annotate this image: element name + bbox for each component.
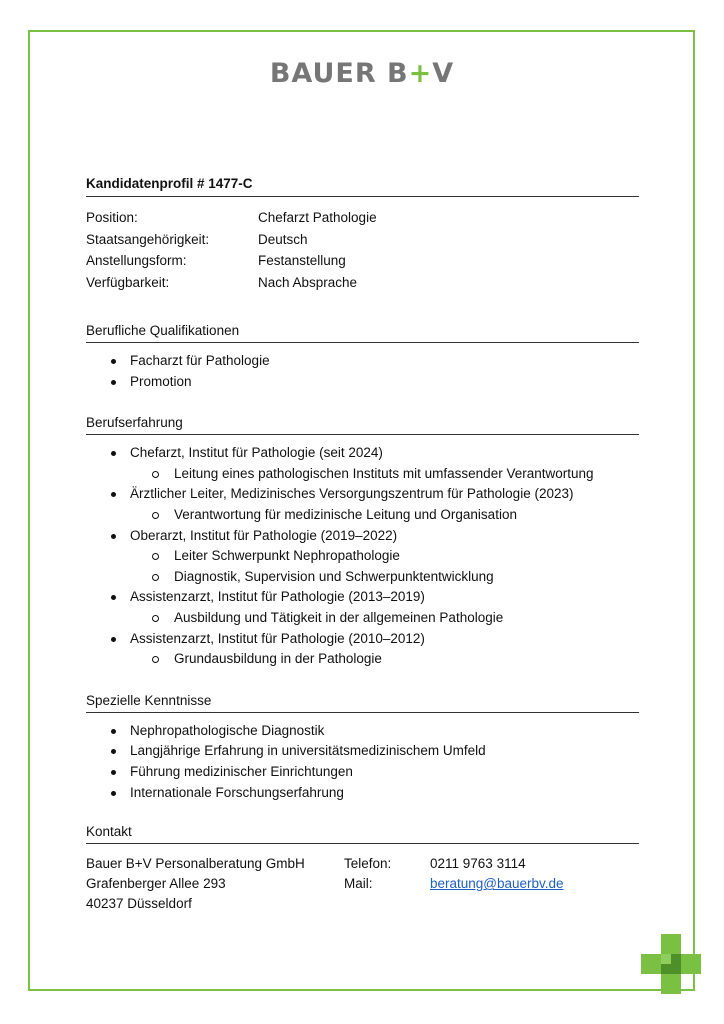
section-heading-experience: Berufserfahrung xyxy=(86,415,639,435)
skills-list xyxy=(86,721,639,803)
experience-section xyxy=(86,415,639,670)
experience-title: Chefarzt, Institut für Pathologie (seit 2024) xyxy=(130,445,383,461)
list-item xyxy=(86,629,639,670)
contact-street: Grafenberger Allee 293 xyxy=(86,876,226,892)
section-heading-contact: Kontakt xyxy=(86,824,639,844)
list-subitem: Grundausbildung in der Pathologie xyxy=(130,649,639,670)
info-label: Anstellungsform: xyxy=(86,253,187,268)
phone-label: Telefon: xyxy=(344,856,392,872)
list-item: Facharzt für Pathologie xyxy=(86,351,639,372)
list-subitem: Diagnostik, Supervision und Schwerpunktentwicklung xyxy=(130,567,639,588)
qualifications-section xyxy=(86,323,639,392)
experience-title: Ärztlicher Leiter, Medizinisches Versorgungszentrum für Pathologie (2023) xyxy=(130,486,574,502)
list-item xyxy=(86,587,639,628)
info-label: Verfügbarkeit: xyxy=(86,274,170,290)
list-item xyxy=(86,443,639,484)
contact-block xyxy=(86,854,639,914)
mail-label: Mail: xyxy=(344,876,373,892)
contact-company: Bauer B+V Personalberatung GmbH xyxy=(86,856,305,872)
experience-title: Assistenzarzt, Institut für Pathologie (2010–2012) xyxy=(130,630,425,646)
info-label: Staatsangehörigkeit: xyxy=(86,231,210,247)
profile-content xyxy=(86,176,639,914)
mail-link[interactable]: beratung@bauerbv.de xyxy=(430,876,564,892)
experience-sublist xyxy=(130,505,639,526)
plus-cross-icon xyxy=(641,934,701,994)
list-subitem: Ausbildung und Tätigkeit in der allgemeinen Pathologie xyxy=(130,608,639,629)
section-heading-skills: Spezielle Kenntnisse xyxy=(86,693,639,713)
info-value: Deutsch xyxy=(258,231,308,247)
list-subitem: Leiter Schwerpunkt Nephropathologie xyxy=(130,546,639,567)
list-item: Nephropathologische Diagnostik xyxy=(86,721,639,742)
list-item: Promotion xyxy=(86,372,639,393)
info-value: Nach Absprache xyxy=(258,274,358,290)
list-subitem: Verantwortung für medizinische Leitung und Organisation xyxy=(130,505,639,526)
contact-city: 40237 Düsseldorf xyxy=(86,896,192,912)
contact-address xyxy=(86,854,344,914)
experience-sublist xyxy=(130,649,639,670)
experience-title: Assistenzarzt, Institut für Pathologie (2013–2019) xyxy=(130,589,425,605)
list-item xyxy=(86,484,639,525)
info-value: Chefarzt Pathologie xyxy=(258,210,377,225)
list-item xyxy=(86,526,639,588)
contact-section xyxy=(86,824,639,914)
company-logo: BAUER B+V xyxy=(269,58,455,89)
info-row-employment xyxy=(86,250,639,272)
section-heading-qualifications: Berufliche Qualifikationen xyxy=(86,323,639,343)
list-item: Führung medizinischer Einrichtungen xyxy=(86,762,639,783)
experience-sublist xyxy=(130,546,639,587)
experience-sublist xyxy=(130,464,639,485)
experience-sublist xyxy=(130,608,639,629)
contact-labels xyxy=(344,854,430,914)
experience-title: Oberarzt, Institut für Pathologie (2019–2022) xyxy=(130,527,398,543)
list-item: Langjährige Erfahrung in universitätsmedizinischem Umfeld xyxy=(86,741,639,762)
info-value: Festanstellung xyxy=(258,253,346,268)
experience-list xyxy=(86,443,639,670)
list-subitem: Leitung eines pathologischen Instituts mit umfassender Verantwortung xyxy=(130,464,639,485)
info-row-availability xyxy=(86,272,639,294)
qualifications-list xyxy=(86,351,639,392)
list-item: Internationale Forschungserfahrung xyxy=(86,783,639,804)
info-label: Position: xyxy=(86,210,138,225)
phone-value: 0211 9763 3114 xyxy=(430,856,526,872)
info-row-position xyxy=(86,207,639,229)
profile-title: Kandidatenprofil # 1477-C xyxy=(86,176,639,197)
contact-values xyxy=(430,854,564,914)
info-row-nationality xyxy=(86,229,639,251)
skills-section xyxy=(86,693,639,803)
info-table xyxy=(86,207,639,293)
